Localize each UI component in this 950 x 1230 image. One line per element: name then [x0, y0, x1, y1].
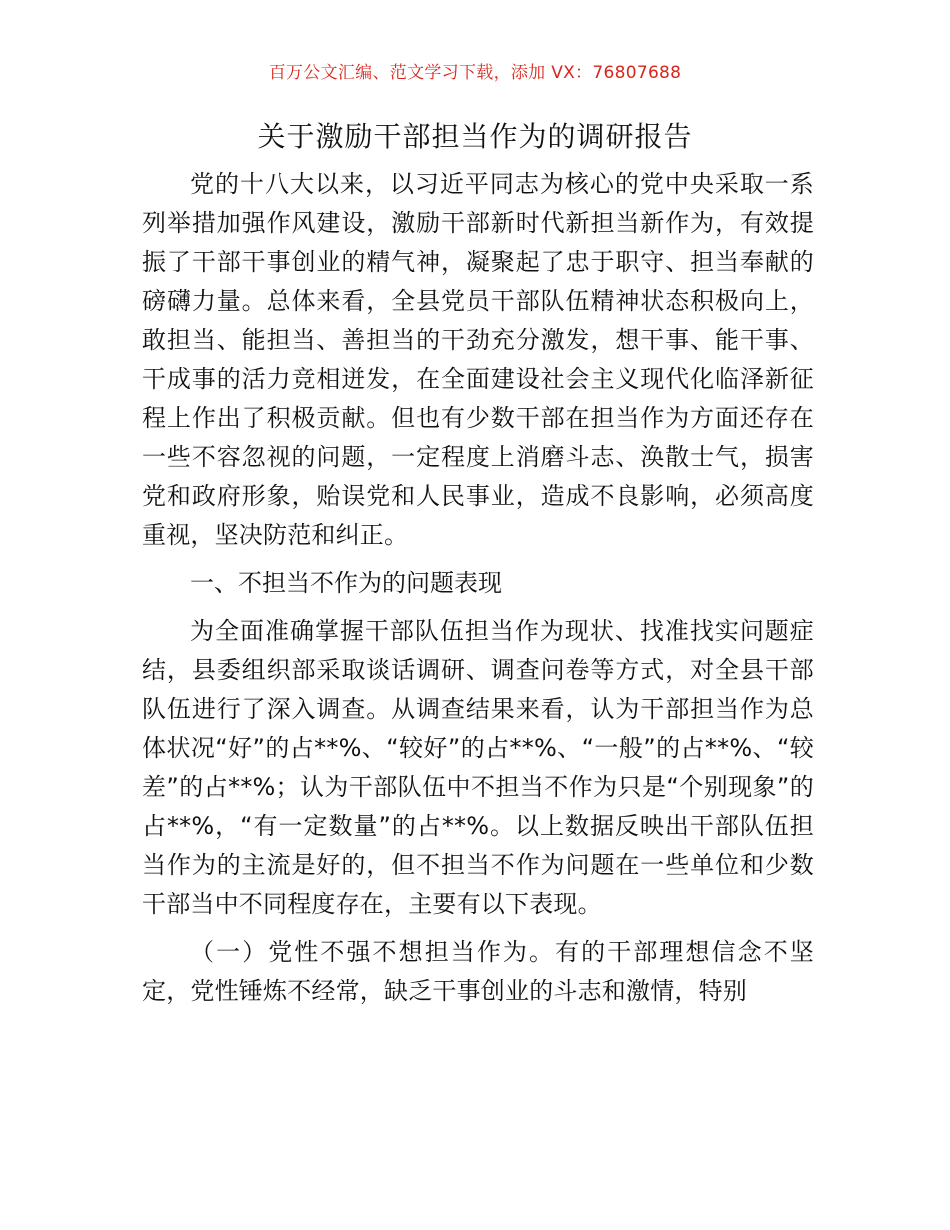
paragraph-survey: 为全面准确掌握干部队伍担当作为现状、找准找实问题症结，县委组织部采取谈话调研、调查问卷等方式，对全县干部队伍进行了深入调查。从调查结果来看，认为干部担当作为总体状况“好”的占**%、“较好”的占**%、“一般”的占**%、“较差”的占**%；认为干部队伍中不担当不作为只是“个别现象”的占**%，“有一定数量”的占**%。以上数据反映出干部队伍担当作为的主流是好的，但不担当不作为问题在一些单位和少数干部当中不同程度存在，主要有以下表现。 — [142, 617, 814, 918]
document-body — [142, 165, 814, 1020]
document-title: 关于激励干部担当作为的调研报告 — [257, 120, 693, 153]
paragraph-subsection-1: （一）党性不强不想担当作为。有的干部理想信念不坚定，党性锤炼不经常，缺乏干事创业的斗志和激情，特别 — [142, 938, 814, 1005]
section-heading-1: 一、不担当不作为的问题表现 — [190, 569, 502, 597]
header-banner: 百万公文汇编、范文学习下载，添加 VX：76807688 — [268, 63, 682, 83]
paragraph-intro: 党的十八大以来，以习近平同志为核心的党中央采取一系列举措加强作风建设，激励干部新时代新担当新作为，有效提振了干部干事创业的精气神，凝聚起了忠于职守、担当奉献的磅礴力量。总体来看，全县党员干部队伍精神状态积极向上，敢担当、能担当、善担当的干劲充分激发，想干事、能干事、干成事的活力竞相迸发，在全面建设社会主义现代化临泽新征程上作出了积极贡献。但也有少数干部在担当作为方面还存在一些不容忽视的问题，一定程度上消磨斗志、涣散士气，损害党和政府形象，贻误党和人民事业，造成不良影响，必须高度重视，坚决防范和纠正。 — [142, 170, 814, 549]
